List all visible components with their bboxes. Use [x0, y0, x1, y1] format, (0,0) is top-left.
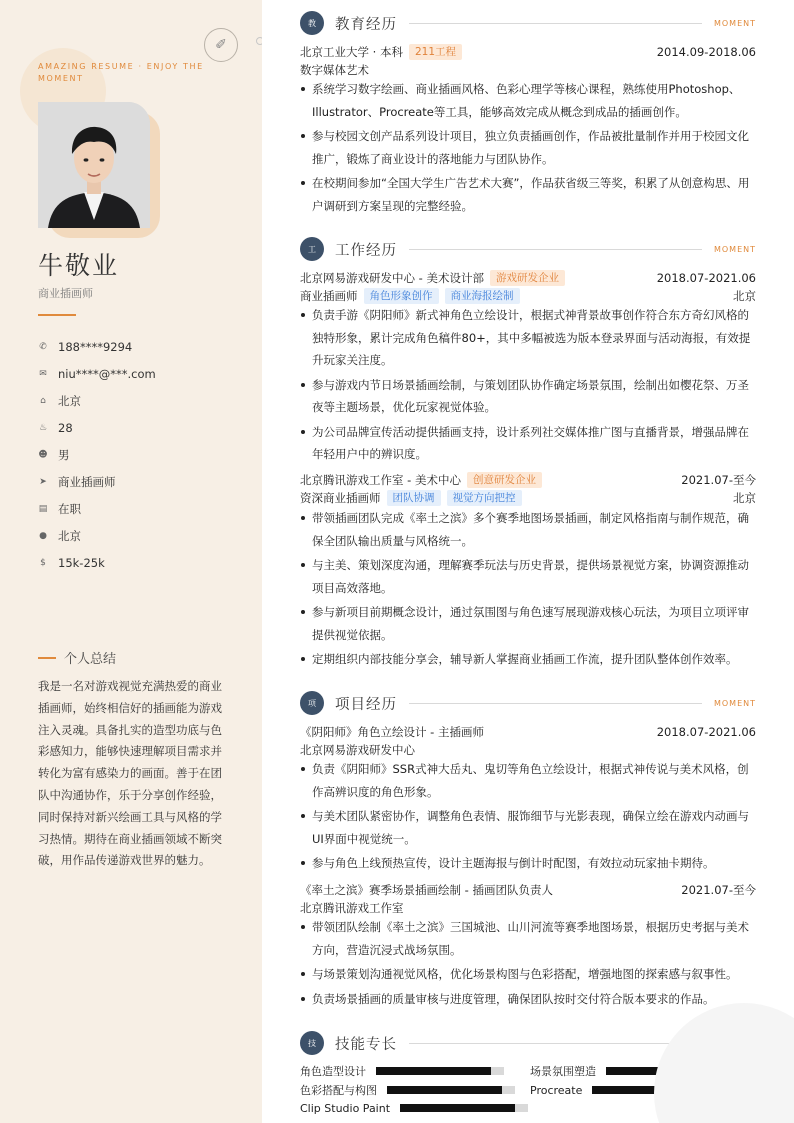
company-tag: 创意研发企业 [467, 472, 542, 488]
info-location [38, 522, 156, 549]
sidebar [0, 0, 262, 1123]
project-bullets [300, 916, 756, 1012]
major: 数字媒体艺术 [300, 63, 369, 77]
section-header-work [300, 237, 756, 261]
role-tag: 商业海报绘制 [445, 288, 520, 304]
info-text: 15k-25k [58, 555, 105, 570]
section-title: 教育经历 [335, 16, 397, 33]
job-bullets [300, 304, 756, 468]
brush-icon: ✐ [204, 28, 238, 62]
cake-icon: ♨ [38, 422, 48, 433]
info-text: 188****9294 [58, 339, 133, 354]
list-item: 负责场景插画的质量审核与进度管理，确保团队按时交付符合版本要求的作品。 [300, 988, 756, 1011]
skill-name: 角色造型设计 [300, 1065, 366, 1078]
skill-name: Clip Studio Paint [300, 1101, 391, 1115]
location-icon: ● [39, 530, 47, 541]
contact-info-list [38, 333, 156, 576]
list-item: 为公司品牌宣传活动提供插画支持，设计系列社交媒体推广图与直播背景，增强品牌在年轻用户中的辨识度。 [300, 421, 756, 466]
list-item: 系统学习数字绘画、商业插画风格、色彩心理学等核心课程，熟练使用Photoshop、Illustrator、Procreate等工具，能够高效完成从概念到成品的插画创作。 [300, 78, 756, 123]
section-divider [409, 23, 702, 24]
project-bullets [300, 758, 756, 877]
company-tag: 游戏研发企业 [490, 270, 565, 286]
section-moment-label: MOMENT [713, 698, 756, 708]
major-row [300, 61, 756, 79]
list-item: 与主美、策划深度沟通，理解赛季玩法与历史背景，提供场景视觉方案，协调资源推动项目高效落地。 [300, 554, 756, 599]
info-status [38, 495, 156, 522]
section-divider [409, 249, 702, 250]
job-row [300, 471, 756, 489]
section-badge: 教 [300, 11, 324, 35]
school-tag: 211工程 [409, 44, 462, 60]
skill-bar [400, 1104, 528, 1112]
skill-bar-fill [400, 1104, 515, 1112]
job-bullets [300, 507, 756, 673]
role-tag: 视觉方向把控 [447, 490, 522, 506]
company-name: 北京网易游戏研发中心 - 美术设计部 [300, 271, 484, 285]
section-moment-label: MOMENT [713, 18, 756, 28]
tagline: AMAZING RESUME · ENJOY THE MOMENT [38, 62, 204, 83]
gender-icon: ☻ [38, 449, 48, 460]
skill-name: 色彩搭配与构图 [300, 1084, 377, 1097]
project-org: 北京腾讯游戏工作室 [300, 901, 404, 915]
skill-item [300, 1081, 515, 1099]
list-item: 在校期间参加“全国大学生广告艺术大赛”，作品获省级三等奖，积累了从创意构思、用户调研到方案呈现的完整经验。 [300, 172, 756, 217]
section-moment-label: MOMENT [713, 244, 756, 254]
accent-divider [38, 314, 76, 316]
info-text: 商业插画师 [58, 474, 116, 489]
photo-frame [38, 102, 160, 238]
salary-icon: $ [40, 557, 46, 568]
project-org-row [300, 741, 756, 759]
list-item: 负责手游《阴阳师》新式神角色立绘设计，根据式神背景故事创作符合东方奇幻风格的独特形象，累计完成角色稿件80+，其中多幅被选为版本登录界面与活动海报，有效提升玩家关注度。 [300, 304, 756, 372]
skill-name: 场景氛围塑造 [530, 1065, 596, 1078]
skill-bar [387, 1086, 515, 1094]
accent-bar [38, 657, 56, 659]
section-title: 工作经历 [335, 242, 397, 259]
project-date: 2021.07-至今 [681, 883, 756, 897]
section-badge: 技 [300, 1031, 324, 1055]
role-row [300, 287, 756, 305]
education-row [300, 43, 756, 61]
info-text: 在职 [58, 501, 81, 516]
company-name: 北京腾讯游戏工作室 - 美术中心 [300, 473, 461, 487]
school-name: 北京工业大学 · 本科 [300, 45, 403, 59]
info-text: 北京 [58, 393, 81, 408]
list-item: 负责《阴阳师》SSR式神大岳丸、鬼切等角色立绘设计，根据式神传说与美术风格，创作高辨识度的角色形象。 [300, 758, 756, 803]
info-text: 北京 [58, 528, 81, 543]
info-phone [38, 333, 156, 360]
summary-text: 我是一名对游戏视觉充满热爱的商业插画师，始终相信好的插画能为游戏注入灵魂。具备扎实的造型功底与色彩感知力，能够快速理解项目需求并转化为富有感染力的画面。善于在团队中沟通协作，乐于分享创作经验，同时保持对新兴绘画工具与风格的学习热情。期待在商业插画领域不断突破，用作品传递游戏世界的魅力。 [38, 679, 222, 868]
mail-icon: ✉ [39, 368, 47, 379]
role-tag: 团队协调 [387, 490, 441, 506]
info-email [38, 360, 156, 387]
section-badge: 项 [300, 691, 324, 715]
info-gender [38, 441, 156, 468]
section-title: 项目经历 [335, 696, 397, 713]
person-name: 牛敬业 [38, 251, 120, 280]
job-city: 北京 [733, 289, 756, 303]
project-date: 2018.07-2021.06 [656, 725, 756, 739]
info-home [38, 387, 156, 414]
role-name: 商业插画师 [300, 289, 358, 303]
section-badge: 工 [300, 237, 324, 261]
list-item: 定期组织内部技能分享会，辅导新人掌握商业插画工作流，提升团队整体创作效率。 [300, 648, 756, 671]
summary-title: 个人总结 [64, 652, 117, 667]
list-item: 参与新项目前期概念设计，通过氛围图与角色速写展现游戏核心玩法，为项目立项评审提供视觉依据。 [300, 601, 756, 646]
education-bullets [300, 78, 756, 219]
info-target-job [38, 468, 156, 495]
project-name: 《率土之滨》赛季场景插画绘制 - 插画团队负责人 [300, 883, 553, 897]
info-age [38, 414, 156, 441]
info-salary [38, 549, 156, 576]
skill-name: Procreate [530, 1083, 583, 1097]
role-tag: 角色形象创作 [364, 288, 439, 304]
role-name: 资深商业插画师 [300, 491, 381, 505]
briefcase-icon: ▤ [38, 503, 48, 514]
skill-item [300, 1062, 504, 1080]
list-item: 参与校园文创产品系列设计项目，独立负责插画创作，作品被批量制作并用于校园文化推广，锻炼了商业设计的落地能力与团队协作。 [300, 125, 756, 170]
home-icon: ⌂ [40, 395, 46, 406]
project-org-row [300, 899, 756, 917]
role-row [300, 489, 756, 507]
profile-photo [38, 102, 150, 228]
skill-item [300, 1099, 528, 1117]
list-item: 参与游戏内节日场景插画绘制，与策划团队协作确定场景氛围，绘制出如樱花祭、万圣夜等主题场景，优化玩家视觉体验。 [300, 374, 756, 419]
list-item: 与场景策划沟通视觉风格，优化场景构图与色彩搭配，增强地图的探索感与叙事性。 [300, 963, 756, 986]
skill-bar-fill [376, 1067, 491, 1075]
education-date: 2014.09-2018.06 [656, 45, 756, 59]
project-org: 北京网易游戏研发中心 [300, 743, 415, 757]
list-item: 带领团队绘制《率土之滨》三国城池、山川河流等赛季地图场景，根据历史考据与美术方向，营造沉浸式战场氛围。 [300, 916, 756, 961]
section-title: 技能专长 [335, 1036, 397, 1053]
job-date: 2018.07-2021.06 [656, 271, 756, 285]
info-text: 男 [58, 447, 70, 462]
project-row [300, 723, 756, 741]
project-row [300, 881, 756, 899]
section-divider [409, 1043, 702, 1044]
list-item: 带领插画团队完成《率土之滨》多个赛季地图场景插画，制定风格指南与制作规范，确保全团队输出质量与风格统一。 [300, 507, 756, 552]
job-row [300, 269, 756, 287]
list-item: 参与角色上线预热宣传，设计主题海报与倒计时配图，有效拉动玩家抽卡期待。 [300, 852, 756, 875]
send-icon: ➤ [39, 476, 47, 487]
list-item: 与美术团队紧密协作，调整角色表情、服饰细节与光影表现，确保立绘在游戏内动画与UI界面中视觉统一。 [300, 805, 756, 850]
job-city: 北京 [733, 491, 756, 505]
project-name: 《阴阳师》角色立绘设计 - 主插画师 [300, 725, 484, 739]
info-text: niu****@***.com [58, 366, 156, 381]
summary-heading [38, 648, 116, 667]
info-text: 28 [58, 420, 73, 435]
skill-bar [376, 1067, 504, 1075]
phone-icon: ✆ [39, 341, 47, 352]
decorative-corner-circle [654, 1003, 794, 1123]
section-divider [409, 703, 702, 704]
skill-bar-fill [387, 1086, 502, 1094]
job-title: 商业插画师 [38, 287, 93, 300]
section-header-projects [300, 691, 756, 715]
section-header-education [300, 11, 756, 35]
job-date: 2021.07-至今 [681, 473, 756, 487]
